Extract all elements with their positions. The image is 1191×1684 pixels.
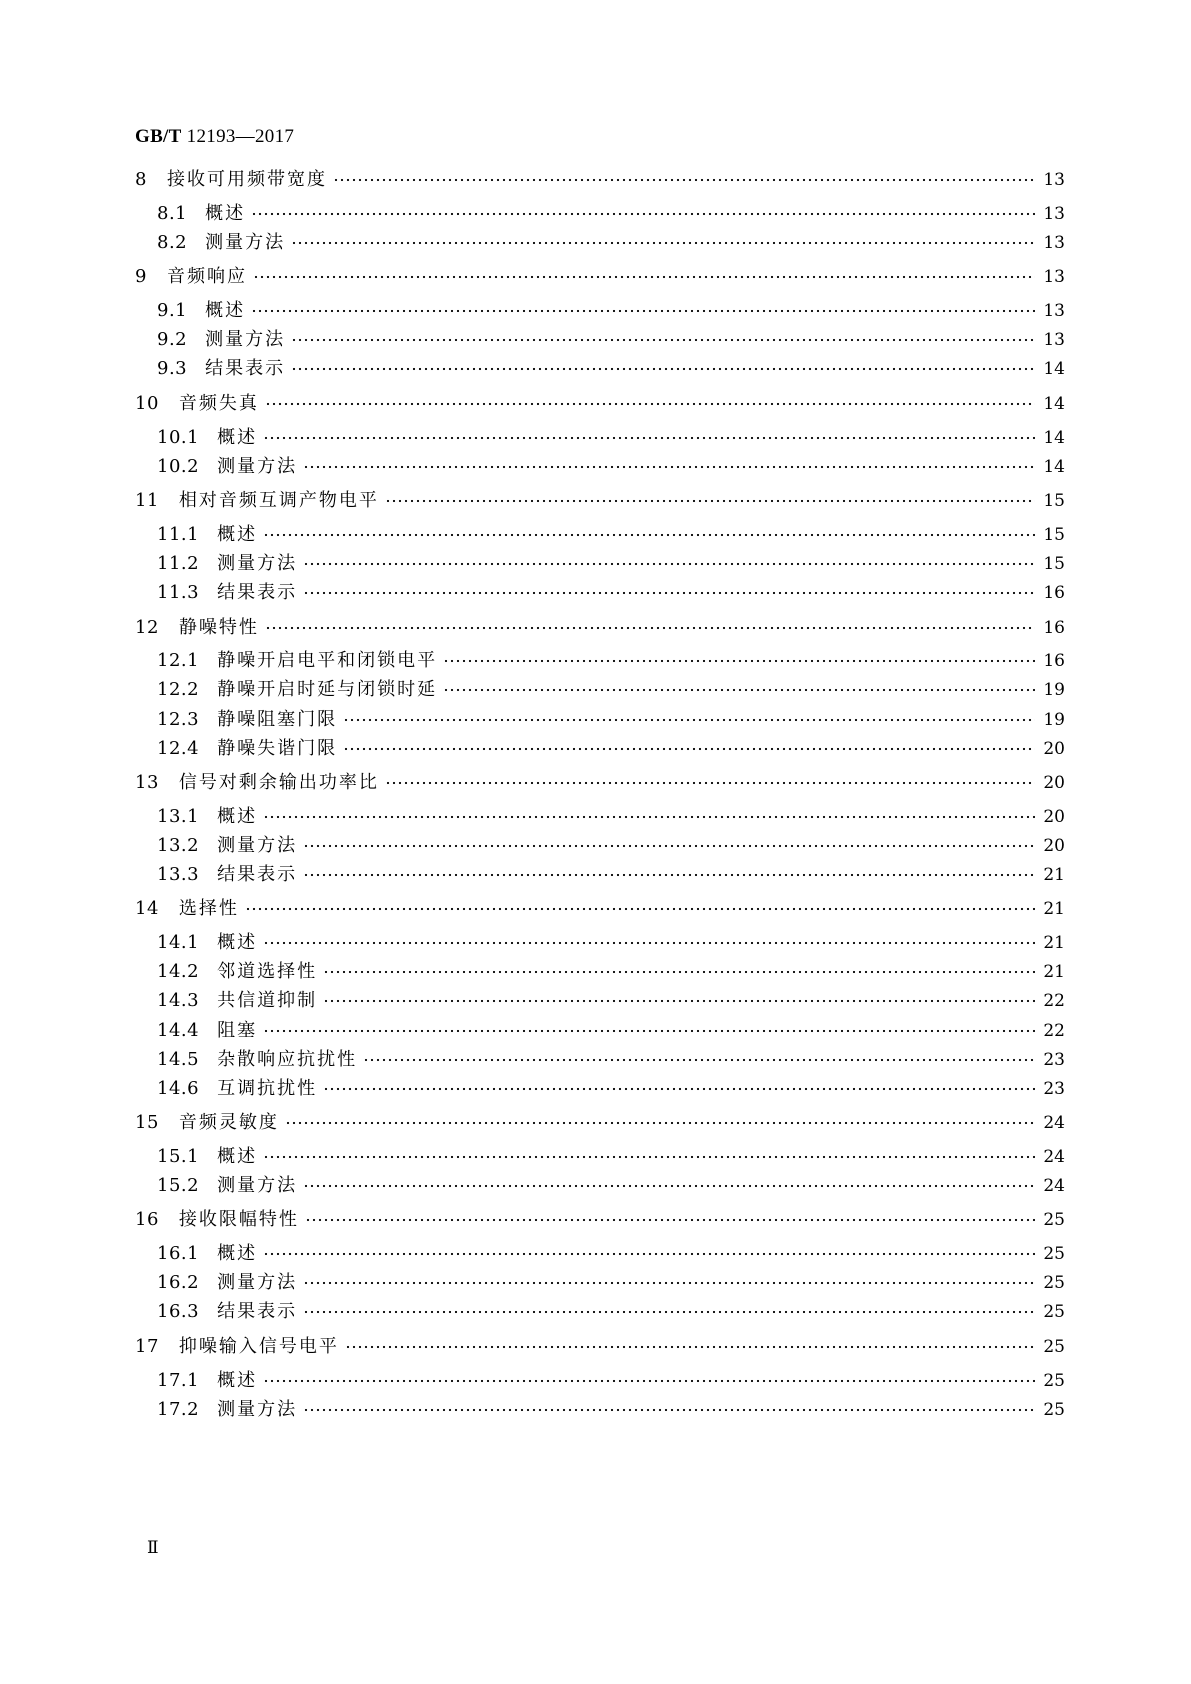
toc-section-entry[interactable] <box>157 1298 1065 1326</box>
toc-entry-page: 19 <box>1043 710 1065 730</box>
toc-dot-leader <box>385 779 1035 787</box>
toc-entry-page: 23 <box>1043 1050 1065 1070</box>
toc-entry-page: 13 <box>1043 330 1065 350</box>
toc-entry-title: 互调抗扰性 <box>217 1078 318 1099</box>
toc-entry-number: 16.1 <box>157 1243 200 1264</box>
toc-entry-number: 13.2 <box>157 835 200 856</box>
toc-entry-title: 接收可用频带宽度 <box>166 169 327 190</box>
toc-chapter-entry[interactable] <box>135 1206 1065 1234</box>
toc-section-entry[interactable] <box>157 355 1065 383</box>
toc-dot-leader <box>343 716 1035 724</box>
toc-dot-leader <box>265 400 1035 408</box>
toc-entry-page: 21 <box>1043 899 1065 919</box>
toc-entry-title: 概述 <box>217 806 258 827</box>
toc-dot-leader <box>263 531 1035 539</box>
toc-dot-leader <box>291 239 1035 247</box>
toc-entry-page: 19 <box>1043 680 1065 700</box>
toc-dot-leader <box>303 1406 1035 1414</box>
toc-section-entry[interactable] <box>157 579 1065 607</box>
toc-entry-page: 20 <box>1043 739 1065 759</box>
toc-section-entry[interactable] <box>157 521 1065 549</box>
toc-entry-page: 16 <box>1043 583 1065 603</box>
toc-chapter-entry[interactable] <box>135 614 1065 642</box>
toc-entry-page: 14 <box>1043 359 1065 379</box>
toc-entry-number: 14.4 <box>157 1020 200 1041</box>
toc-entry-title: 测量方法 <box>217 1399 298 1420</box>
toc-dot-leader <box>303 589 1035 597</box>
toc-entry-page: 20 <box>1043 773 1065 793</box>
toc-section-entry[interactable] <box>157 803 1065 831</box>
toc-entry-page: 16 <box>1043 618 1065 638</box>
toc-entry-page: 20 <box>1043 836 1065 856</box>
toc-entry-number: 9.2 <box>157 329 188 350</box>
toc-entry-number: 11.3 <box>157 582 200 603</box>
toc-dot-leader <box>333 176 1035 184</box>
toc-dot-leader <box>263 813 1035 821</box>
toc-entry-number: 12.4 <box>157 738 200 759</box>
toc-entry-number: 14.2 <box>157 961 200 982</box>
toc-entry-title: 相对音频互调产物电平 <box>178 490 379 511</box>
toc-dot-leader <box>303 842 1035 850</box>
toc-entry-number: 14.1 <box>157 932 200 953</box>
toc-entry-title: 概述 <box>217 524 258 545</box>
toc-chapter-entry[interactable] <box>135 390 1065 418</box>
standard-number: 12193—2017 <box>186 126 295 147</box>
toc-entry-number: 8 <box>135 169 147 190</box>
toc-dot-leader <box>303 1182 1035 1190</box>
toc-section-entry[interactable] <box>157 1367 1065 1395</box>
toc-dot-leader <box>263 1377 1035 1385</box>
toc-chapter-entry[interactable] <box>135 1109 1065 1137</box>
toc-section-entry[interactable] <box>157 1143 1065 1171</box>
toc-entry-number: 9.3 <box>157 358 188 379</box>
toc-entry-title: 测量方法 <box>205 232 286 253</box>
toc-entry-title: 接收限幅特性 <box>178 1209 299 1230</box>
toc-section-entry[interactable] <box>157 1017 1065 1045</box>
toc-chapter-entry[interactable] <box>135 166 1065 194</box>
toc-entry-page: 16 <box>1043 651 1065 671</box>
toc-dot-leader <box>443 657 1035 665</box>
toc-entry-title: 结果表示 <box>217 1301 298 1322</box>
toc-entry-title: 静噪失谐门限 <box>217 738 338 759</box>
toc-dot-leader <box>303 1308 1035 1316</box>
toc-entry-page: 24 <box>1043 1147 1065 1167</box>
toc-entry-page: 21 <box>1043 962 1065 982</box>
toc-entry-title: 概述 <box>217 1243 258 1264</box>
toc-dot-leader <box>303 560 1035 568</box>
toc-entry-page: 21 <box>1043 865 1065 885</box>
toc-entry-page: 22 <box>1043 991 1065 1011</box>
toc-entry-title: 结果表示 <box>217 582 298 603</box>
toc-entry-title: 共信道抑制 <box>217 990 318 1011</box>
toc-dot-leader <box>253 273 1035 281</box>
toc-entry-number: 16.3 <box>157 1301 200 1322</box>
toc-entry-page: 25 <box>1043 1302 1065 1322</box>
toc-entry-number: 10 <box>135 393 159 414</box>
toc-chapter-entry[interactable] <box>135 263 1065 291</box>
toc-dot-leader <box>251 210 1035 218</box>
toc-section-entry[interactable] <box>157 1269 1065 1297</box>
toc-entry-title: 测量方法 <box>217 553 298 574</box>
toc-section-entry[interactable] <box>157 1046 1065 1074</box>
toc-entry-number: 12.1 <box>157 650 200 671</box>
toc-entry-page: 13 <box>1043 233 1065 253</box>
toc-entry-page: 15 <box>1043 491 1065 511</box>
toc-entry-title: 杂散响应抗扰性 <box>217 1049 358 1070</box>
toc-entry-number: 9.1 <box>157 300 188 321</box>
toc-dot-leader <box>363 1056 1035 1064</box>
toc-section-entry[interactable] <box>157 735 1065 763</box>
toc-section-entry[interactable] <box>157 958 1065 986</box>
toc-dot-leader <box>263 1153 1035 1161</box>
toc-entry-title: 抑噪输入信号电平 <box>178 1336 339 1357</box>
toc-section-entry[interactable] <box>157 706 1065 734</box>
toc-dot-leader <box>303 463 1035 471</box>
toc-entry-page: 25 <box>1043 1400 1065 1420</box>
toc-entry-number: 11.2 <box>157 553 200 574</box>
toc-entry-number: 16 <box>135 1209 159 1230</box>
standard-code: GB/T <box>135 126 182 147</box>
toc-section-entry[interactable] <box>157 1075 1065 1103</box>
toc-entry-title: 概述 <box>205 300 246 321</box>
page-number-footer: Ⅱ <box>147 1538 159 1557</box>
toc-entry-number: 15.1 <box>157 1146 200 1167</box>
toc-entry-page: 25 <box>1043 1337 1065 1357</box>
toc-entry-page: 22 <box>1043 1021 1065 1041</box>
toc-section-entry[interactable] <box>157 676 1065 704</box>
toc-entry-page: 21 <box>1043 933 1065 953</box>
toc-chapter-entry[interactable] <box>135 769 1065 797</box>
toc-entry-number: 15.2 <box>157 1175 200 1196</box>
toc-entry-number: 8.2 <box>157 232 188 253</box>
toc-entry-title: 音频响应 <box>166 266 247 287</box>
toc-entry-title: 静噪阻塞门限 <box>217 709 338 730</box>
toc-entry-title: 概述 <box>217 1370 258 1391</box>
toc-entry-number: 14.3 <box>157 990 200 1011</box>
toc-dot-leader <box>343 745 1035 753</box>
toc-dot-leader <box>245 905 1035 913</box>
toc-entry-title: 音频灵敏度 <box>178 1112 279 1133</box>
toc-entry-number: 17 <box>135 1336 159 1357</box>
toc-entry-page: 13 <box>1043 267 1065 287</box>
toc-entry-page: 13 <box>1043 301 1065 321</box>
toc-entry-title: 概述 <box>217 932 258 953</box>
toc-dot-leader <box>263 1250 1035 1258</box>
toc-entry-page: 15 <box>1043 525 1065 545</box>
toc-chapter-entry[interactable] <box>135 1333 1065 1361</box>
toc-dot-leader <box>265 624 1035 632</box>
toc-section-entry[interactable] <box>157 453 1065 481</box>
toc-dot-leader <box>385 497 1035 505</box>
toc-entry-number: 13 <box>135 772 159 793</box>
toc-dot-leader <box>291 365 1035 373</box>
toc-entry-page: 24 <box>1043 1113 1065 1133</box>
toc-entry-page: 15 <box>1043 554 1065 574</box>
toc-entry-page: 25 <box>1043 1273 1065 1293</box>
toc-entry-title: 概述 <box>217 427 258 448</box>
toc-dot-leader <box>263 1027 1035 1035</box>
toc-entry-title: 测量方法 <box>217 1175 298 1196</box>
toc-section-entry[interactable] <box>157 200 1065 228</box>
toc-section-entry[interactable] <box>157 229 1065 257</box>
toc-entry-title: 静噪开启时延与闭锁时延 <box>217 679 438 700</box>
toc-entry-number: 8.1 <box>157 203 188 224</box>
toc-entry-title: 静噪特性 <box>178 617 259 638</box>
toc-entry-page: 14 <box>1043 428 1065 448</box>
toc-entry-title: 邻道选择性 <box>217 961 318 982</box>
toc-section-entry[interactable] <box>157 647 1065 675</box>
toc-entry-page: 25 <box>1043 1371 1065 1391</box>
toc-entry-title: 测量方法 <box>217 1272 298 1293</box>
toc-dot-leader <box>443 686 1035 694</box>
toc-section-entry[interactable] <box>157 1240 1065 1268</box>
toc-entry-page: 14 <box>1043 457 1065 477</box>
toc-dot-leader <box>263 434 1035 442</box>
toc-entry-title: 选择性 <box>178 898 239 919</box>
toc-entry-number: 10.2 <box>157 456 200 477</box>
toc-entry-number: 11 <box>135 490 159 511</box>
toc-entry-page: 25 <box>1043 1210 1065 1230</box>
toc-dot-leader <box>303 871 1035 879</box>
toc-dot-leader <box>291 336 1035 344</box>
toc-entry-number: 11.1 <box>157 524 200 545</box>
toc-section-entry[interactable] <box>157 297 1065 325</box>
toc-entry-page: 25 <box>1043 1244 1065 1264</box>
toc-entry-number: 14.6 <box>157 1078 200 1099</box>
toc-section-entry[interactable] <box>157 424 1065 452</box>
toc-dot-leader <box>323 968 1035 976</box>
toc-section-entry[interactable] <box>157 326 1065 354</box>
toc-section-entry[interactable] <box>157 1172 1065 1200</box>
toc-entry-number: 12.3 <box>157 709 200 730</box>
toc-chapter-entry[interactable] <box>135 895 1065 923</box>
toc-dot-leader <box>323 1085 1035 1093</box>
toc-dot-leader <box>323 997 1035 1005</box>
toc-entry-number: 12 <box>135 617 159 638</box>
toc-dot-leader <box>305 1216 1035 1224</box>
toc-dot-leader <box>263 939 1035 947</box>
toc-dot-leader <box>303 1279 1035 1287</box>
toc-entry-number: 16.2 <box>157 1272 200 1293</box>
toc-chapter-entry[interactable] <box>135 487 1065 515</box>
toc-dot-leader <box>345 1343 1035 1351</box>
toc-entry-number: 14.5 <box>157 1049 200 1070</box>
toc-entry-number: 13.3 <box>157 864 200 885</box>
toc-section-entry[interactable] <box>157 550 1065 578</box>
toc-section-entry[interactable] <box>157 929 1065 957</box>
toc-entry-title: 测量方法 <box>217 456 298 477</box>
toc-entry-title: 结果表示 <box>217 864 298 885</box>
toc-entry-number: 17.2 <box>157 1399 200 1420</box>
toc-entry-page: 14 <box>1043 394 1065 414</box>
toc-dot-leader <box>285 1119 1035 1127</box>
toc-entry-title: 静噪开启电平和闭锁电平 <box>217 650 438 671</box>
toc-entry-page: 20 <box>1043 807 1065 827</box>
toc-section-entry[interactable] <box>157 987 1065 1015</box>
toc-entry-title: 测量方法 <box>205 329 286 350</box>
toc-entry-page: 23 <box>1043 1079 1065 1099</box>
toc-entry-number: 10.1 <box>157 427 200 448</box>
toc-entry-number: 12.2 <box>157 679 200 700</box>
toc-entry-title: 结果表示 <box>205 358 286 379</box>
toc-entry-number: 15 <box>135 1112 159 1133</box>
toc-entry-title: 概述 <box>217 1146 258 1167</box>
toc-entry-number: 13.1 <box>157 806 200 827</box>
toc-dot-leader <box>251 307 1035 315</box>
toc-entry-number: 14 <box>135 898 159 919</box>
toc-entry-title: 音频失真 <box>178 393 259 414</box>
toc-section-entry[interactable] <box>157 832 1065 860</box>
toc-entry-page: 13 <box>1043 204 1065 224</box>
toc-entry-title: 信号对剩余输出功率比 <box>178 772 379 793</box>
toc-section-entry[interactable] <box>157 861 1065 889</box>
toc-entry-title: 概述 <box>205 203 246 224</box>
toc-entry-number: 9 <box>135 266 147 287</box>
toc-section-entry[interactable] <box>157 1396 1065 1424</box>
toc-entry-page: 24 <box>1043 1176 1065 1196</box>
toc-entry-title: 阻塞 <box>217 1020 258 1041</box>
toc-entry-title: 测量方法 <box>217 835 298 856</box>
toc-entry-page: 13 <box>1043 170 1065 190</box>
toc-entry-number: 17.1 <box>157 1370 200 1391</box>
table-of-contents <box>135 0 1065 1684</box>
